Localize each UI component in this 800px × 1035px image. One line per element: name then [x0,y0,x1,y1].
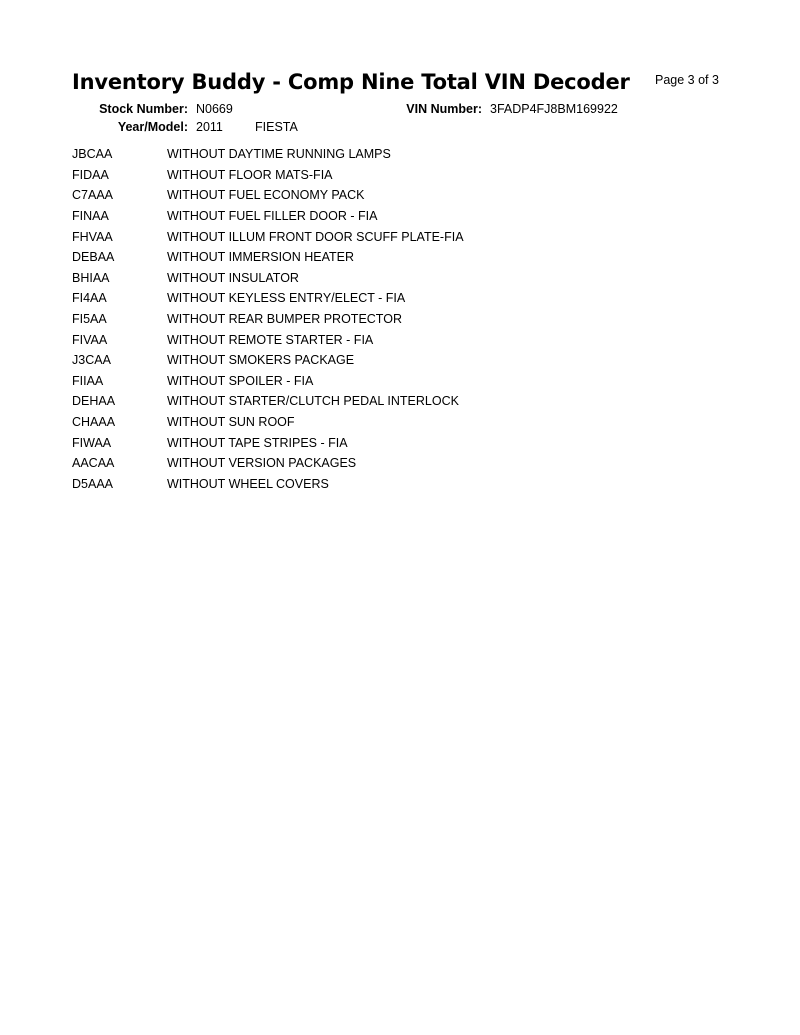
option-row [72,288,464,309]
option-code: FI4AA [72,291,107,306]
model-value: FIESTA [255,120,298,134]
option-code: AACAA [72,456,115,471]
option-description: WITHOUT TAPE STRIPES - FIA [167,435,348,450]
option-row [72,165,464,186]
option-description: WITHOUT FLOOR MATS-FIA [167,167,333,182]
option-row [72,185,464,206]
option-code: C7AAA [72,188,113,203]
option-row [72,453,464,474]
option-description: WITHOUT DAYTIME RUNNING LAMPS [167,147,391,162]
option-row [72,309,464,330]
option-code: D5AAA [72,476,113,491]
option-description: WITHOUT FUEL FILLER DOOR - FIA [167,209,378,224]
year-model-label: Year/Model: [117,120,188,134]
option-row [72,350,464,371]
stock-number-value: N0669 [196,102,233,116]
option-row [72,432,464,453]
option-code: FINAA [72,209,109,224]
option-row [72,391,464,412]
option-description: WITHOUT INSULATOR [167,270,299,285]
option-row [72,247,464,268]
option-row [72,226,464,247]
option-list [72,144,464,494]
option-code: J3CAA [72,353,111,368]
option-code: BHIAA [72,270,110,285]
option-description: WITHOUT VERSION PACKAGES [167,456,357,471]
page-indicator: Page 3 of 3 [655,73,719,87]
option-description: WITHOUT SMOKERS PACKAGE [167,353,355,368]
stock-number-label: Stock Number: [99,102,188,116]
option-description: WITHOUT KEYLESS ENTRY/ELECT - FIA [167,291,406,306]
option-row [72,206,464,227]
option-code: FI5AA [72,312,107,327]
option-code: JBCAA [72,147,113,162]
option-code: FIVAA [72,332,108,347]
option-code: FHVAA [72,229,113,244]
option-row [72,268,464,289]
option-code: DEBAA [72,250,115,265]
option-code: FIDAA [72,167,109,182]
option-row [72,329,464,350]
option-description: WITHOUT REAR BUMPER PROTECTOR [167,312,402,327]
option-description: WITHOUT WHEEL COVERS [167,476,329,491]
option-description: WITHOUT SPOILER - FIA [167,373,314,388]
option-row [72,371,464,392]
option-row [72,474,464,495]
option-description: WITHOUT STARTER/CLUTCH PEDAL INTERLOCK [167,394,459,409]
option-description: WITHOUT IMMERSION HEATER [167,250,355,265]
option-code: FIIAA [72,373,104,388]
option-code: CHAAA [72,415,116,430]
option-description: WITHOUT ILLUM FRONT DOOR SCUFF PLATE-FIA [167,229,464,244]
vin-label: VIN Number: [406,102,482,116]
option-description: WITHOUT FUEL ECONOMY PACK [167,188,365,203]
page-title: Inventory Buddy - Comp Nine Total VIN Decoder [72,70,630,94]
option-description: WITHOUT REMOTE STARTER - FIA [167,332,374,347]
option-description: WITHOUT SUN ROOF [167,415,295,430]
option-row [72,412,464,433]
option-code: DEHAA [72,394,116,409]
option-code: FIWAA [72,435,112,450]
option-row [72,144,464,165]
vin-value: 3FADP4FJ8BM169922 [490,102,618,116]
year-value: 2011 [196,120,223,134]
